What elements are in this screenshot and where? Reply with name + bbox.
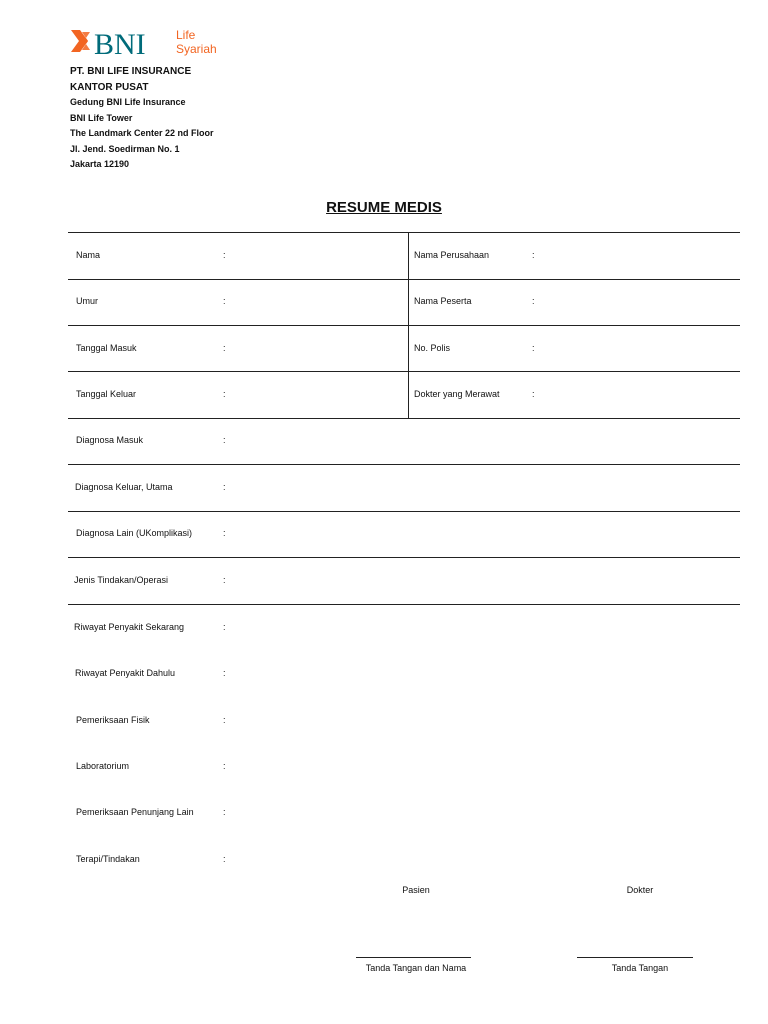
- field-label: Diagnosa Lain (UKomplikasi): [76, 528, 193, 538]
- table-rule: [68, 418, 740, 419]
- bni-life-syariah-logo: [70, 26, 230, 60]
- address-tower: BNI Life Tower: [70, 112, 133, 123]
- logo-syariah-text: Syariah: [176, 42, 217, 56]
- table-rule: [68, 279, 740, 280]
- field-colon: :: [223, 715, 226, 725]
- field-label: Pemeriksaan Fisik: [76, 715, 150, 725]
- address-street: Jl. Jend. Soedirman No. 1: [70, 143, 180, 154]
- bni-logo-mark: [70, 26, 230, 60]
- doctor-signature-line: [577, 957, 693, 958]
- field-colon: :: [223, 854, 226, 864]
- field-colon: :: [532, 250, 535, 260]
- field-label: Jenis Tindakan/Operasi: [74, 575, 169, 585]
- table-rule: [68, 511, 740, 512]
- field-colon: :: [223, 528, 226, 538]
- column-divider: [408, 232, 409, 418]
- patient-label: Pasien: [402, 885, 430, 895]
- document-title: RESUME MEDIS: [326, 199, 442, 216]
- field-colon: :: [223, 575, 226, 585]
- field-colon: :: [532, 343, 535, 353]
- table-rule: [68, 604, 740, 605]
- field-colon: :: [223, 668, 226, 678]
- logo-life-text: Life: [176, 28, 196, 42]
- field-label: Nama Perusahaan: [414, 250, 490, 260]
- field-label: Riwayat Penyakit Sekarang: [74, 622, 185, 632]
- field-label: Diagnosa Masuk: [76, 435, 144, 445]
- table-rule: [68, 232, 740, 233]
- field-label: Nama: [76, 250, 101, 260]
- address-city: Jakarta 12190: [70, 159, 130, 169]
- address-building: Gedung BNI Life Insurance: [70, 97, 186, 107]
- field-colon: :: [223, 622, 226, 632]
- field-label: Tanggal Keluar: [76, 389, 137, 399]
- field-label: Laboratorium: [76, 761, 130, 771]
- company-address: [70, 64, 214, 173]
- table-rule: [68, 325, 740, 326]
- logo-bni-text: BNI: [94, 28, 146, 60]
- field-colon: :: [532, 296, 535, 306]
- office-name: KANTOR PUSAT: [70, 81, 149, 93]
- patient-signature-caption: Tanda Tangan dan Nama: [365, 963, 467, 973]
- field-colon: :: [223, 761, 226, 771]
- field-colon: :: [223, 389, 226, 399]
- table-rule: [68, 464, 740, 465]
- table-rule: [68, 557, 740, 558]
- field-colon: :: [223, 250, 226, 260]
- address-floor: The Landmark Center 22 nd Floor: [70, 128, 214, 138]
- field-label: Dokter yang Merawat: [414, 389, 500, 399]
- field-colon: :: [223, 343, 226, 353]
- table-rule: [68, 371, 740, 372]
- doctor-label: Dokter: [626, 885, 654, 895]
- field-label: Nama Peserta: [414, 296, 472, 306]
- field-label: Umur: [76, 296, 98, 306]
- doctor-signature-caption: Tanda Tangan: [611, 963, 669, 973]
- field-label: Pemeriksaan Penunjang Lain: [76, 807, 194, 817]
- field-label: Tanggal Masuk: [76, 343, 137, 353]
- field-colon: :: [223, 296, 226, 306]
- field-label: Riwayat Penyakit Dahulu: [75, 668, 176, 678]
- field-label: No. Polis: [414, 343, 451, 353]
- field-label: Terapi/Tindakan: [76, 854, 140, 864]
- field-label: Diagnosa Keluar, Utama: [75, 482, 173, 492]
- field-colon: :: [223, 807, 226, 817]
- company-name: PT. BNI LIFE INSURANCE: [70, 66, 192, 77]
- patient-signature-line: [356, 957, 471, 958]
- field-colon: :: [532, 389, 535, 399]
- bni-swirl-icon: [71, 30, 90, 52]
- field-colon: :: [223, 435, 226, 445]
- field-colon: :: [223, 482, 226, 492]
